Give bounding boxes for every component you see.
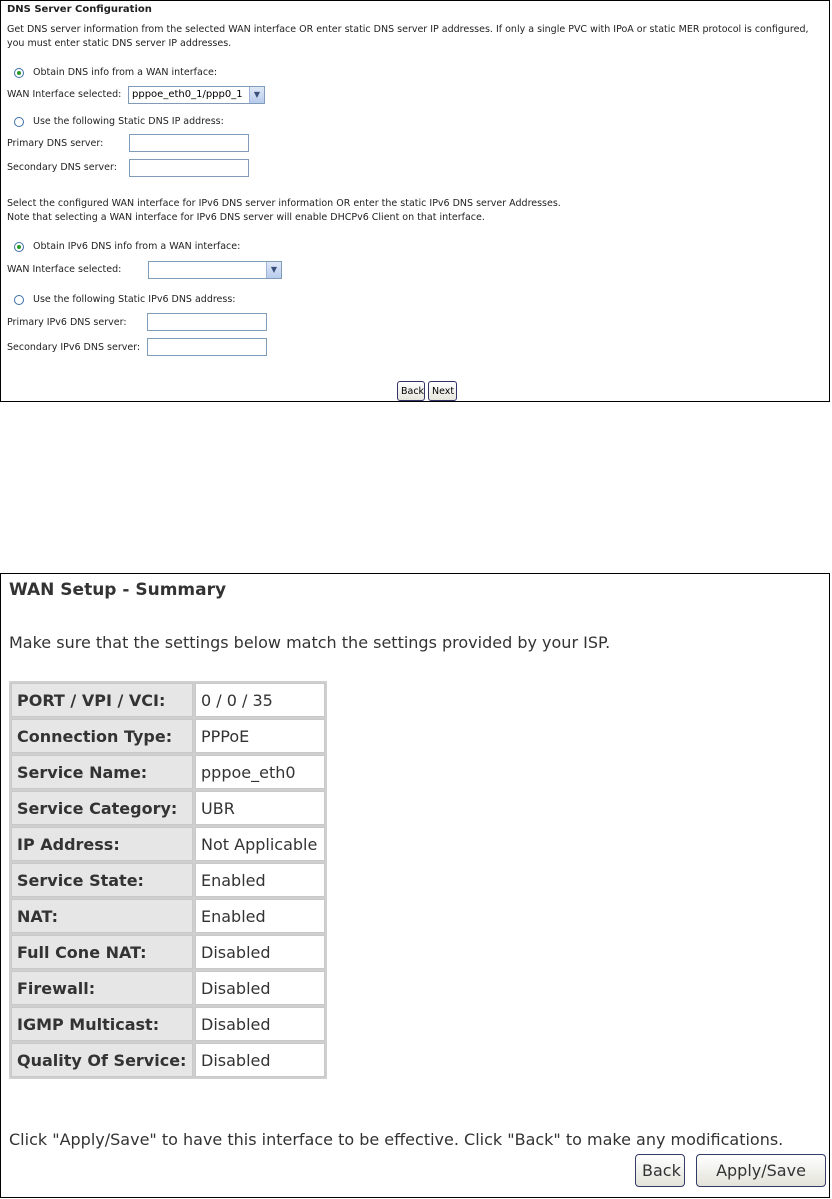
summary-label: PORT / VPI / VCI: bbox=[11, 683, 193, 717]
ipv6-note-line1: Select the configured WAN interface for IPv6 DNS server information OR enter the static IPv6 DNS server Addresses. bbox=[7, 198, 561, 209]
primary-ipv6-dns-input[interactable] bbox=[147, 313, 267, 331]
secondary-dns-input[interactable] bbox=[129, 159, 249, 177]
table-row bbox=[11, 899, 325, 933]
ipv6-note-line2: Note that selecting a WAN interface for IPv6 DNS server will enable DHCPv6 Client on that interface. bbox=[7, 212, 485, 223]
obtain-ipv6-dns-radio[interactable] bbox=[14, 242, 24, 252]
summary-label: Firewall: bbox=[11, 971, 193, 1005]
summary-label: Quality Of Service: bbox=[11, 1043, 193, 1077]
summary-value: Enabled bbox=[195, 863, 325, 897]
wan-summary-footer: Click "Apply/Save" to have this interface to be effective. Click "Back" to make any modifications. bbox=[9, 1130, 784, 1149]
static-ipv6-dns-label: Use the following Static IPv6 DNS address: bbox=[33, 294, 236, 305]
obtain-ipv6-dns-label: Obtain IPv6 DNS info from a WAN interface: bbox=[33, 241, 241, 252]
summary-label: IP Address: bbox=[11, 827, 193, 861]
static-ipv6-dns-radio[interactable] bbox=[14, 295, 24, 305]
ipv6-wan-interface-label: WAN Interface selected: bbox=[7, 264, 122, 275]
table-row bbox=[11, 1007, 325, 1041]
summary-value: 0 / 0 / 35 bbox=[195, 683, 325, 717]
summary-label: Service Category: bbox=[11, 791, 193, 825]
table-row bbox=[11, 863, 325, 897]
dns-title: DNS Server Configuration bbox=[7, 4, 152, 15]
table-row bbox=[11, 755, 325, 789]
obtain-dns-label: Obtain DNS info from a WAN interface: bbox=[33, 67, 218, 78]
wan-summary-panel bbox=[0, 573, 830, 1198]
apply-save-button[interactable]: Apply/Save bbox=[696, 1154, 826, 1187]
wan-interface-value: pppoe_eth0_1/ppp0_1 bbox=[132, 89, 243, 100]
primary-dns-label: Primary DNS server: bbox=[7, 138, 104, 149]
static-dns-label: Use the following Static DNS IP address: bbox=[33, 116, 224, 127]
chevron-down-icon: ▼ bbox=[249, 87, 264, 103]
table-row bbox=[11, 827, 325, 861]
wan-interface-select[interactable] bbox=[128, 86, 265, 104]
wan-summary-description: Make sure that the settings below match the settings provided by your ISP. bbox=[9, 633, 611, 652]
summary-value: Disabled bbox=[195, 1043, 325, 1077]
dns-next-button[interactable]: Next bbox=[428, 381, 457, 401]
table-row bbox=[11, 683, 325, 717]
summary-value: PPPoE bbox=[195, 719, 325, 753]
dns-description: Get DNS server information from the selected WAN interface OR enter static DNS server IP addresses. If only a single PVC with IPoA or static MER protocol is configured, you must enter static DNS server IP addresses. bbox=[7, 24, 809, 49]
summary-value: Disabled bbox=[195, 1007, 325, 1041]
summary-label: Service State: bbox=[11, 863, 193, 897]
secondary-ipv6-dns-label: Secondary IPv6 DNS server: bbox=[7, 342, 141, 353]
static-dns-radio[interactable] bbox=[14, 117, 24, 127]
summary-value: pppoe_eth0 bbox=[195, 755, 325, 789]
summary-value: Disabled bbox=[195, 935, 325, 969]
summary-value: Disabled bbox=[195, 971, 325, 1005]
table-row bbox=[11, 971, 325, 1005]
summary-label: Service Name: bbox=[11, 755, 193, 789]
summary-label: Connection Type: bbox=[11, 719, 193, 753]
summary-value: Enabled bbox=[195, 899, 325, 933]
summary-value: Not Applicable bbox=[195, 827, 325, 861]
secondary-dns-label: Secondary DNS server: bbox=[7, 162, 117, 173]
wan-summary-table bbox=[9, 681, 327, 1079]
summary-label: Full Cone NAT: bbox=[11, 935, 193, 969]
dns-config-panel bbox=[0, 0, 830, 402]
table-row bbox=[11, 935, 325, 969]
summary-label: NAT: bbox=[11, 899, 193, 933]
dns-back-button[interactable]: Back bbox=[397, 381, 425, 401]
wan-interface-label: WAN Interface selected: bbox=[7, 89, 122, 100]
wan-back-button[interactable]: Back bbox=[635, 1154, 685, 1187]
ipv6-wan-interface-select[interactable] bbox=[148, 261, 282, 279]
table-row bbox=[11, 791, 325, 825]
secondary-ipv6-dns-input[interactable] bbox=[147, 338, 267, 356]
table-row bbox=[11, 719, 325, 753]
primary-dns-input[interactable] bbox=[129, 134, 249, 152]
chevron-down-icon: ▼ bbox=[266, 262, 281, 278]
wan-summary-title: WAN Setup - Summary bbox=[9, 580, 227, 600]
obtain-dns-radio[interactable] bbox=[14, 68, 24, 78]
summary-label: IGMP Multicast: bbox=[11, 1007, 193, 1041]
summary-value: UBR bbox=[195, 791, 325, 825]
table-row bbox=[11, 1043, 325, 1077]
primary-ipv6-dns-label: Primary IPv6 DNS server: bbox=[7, 317, 127, 328]
